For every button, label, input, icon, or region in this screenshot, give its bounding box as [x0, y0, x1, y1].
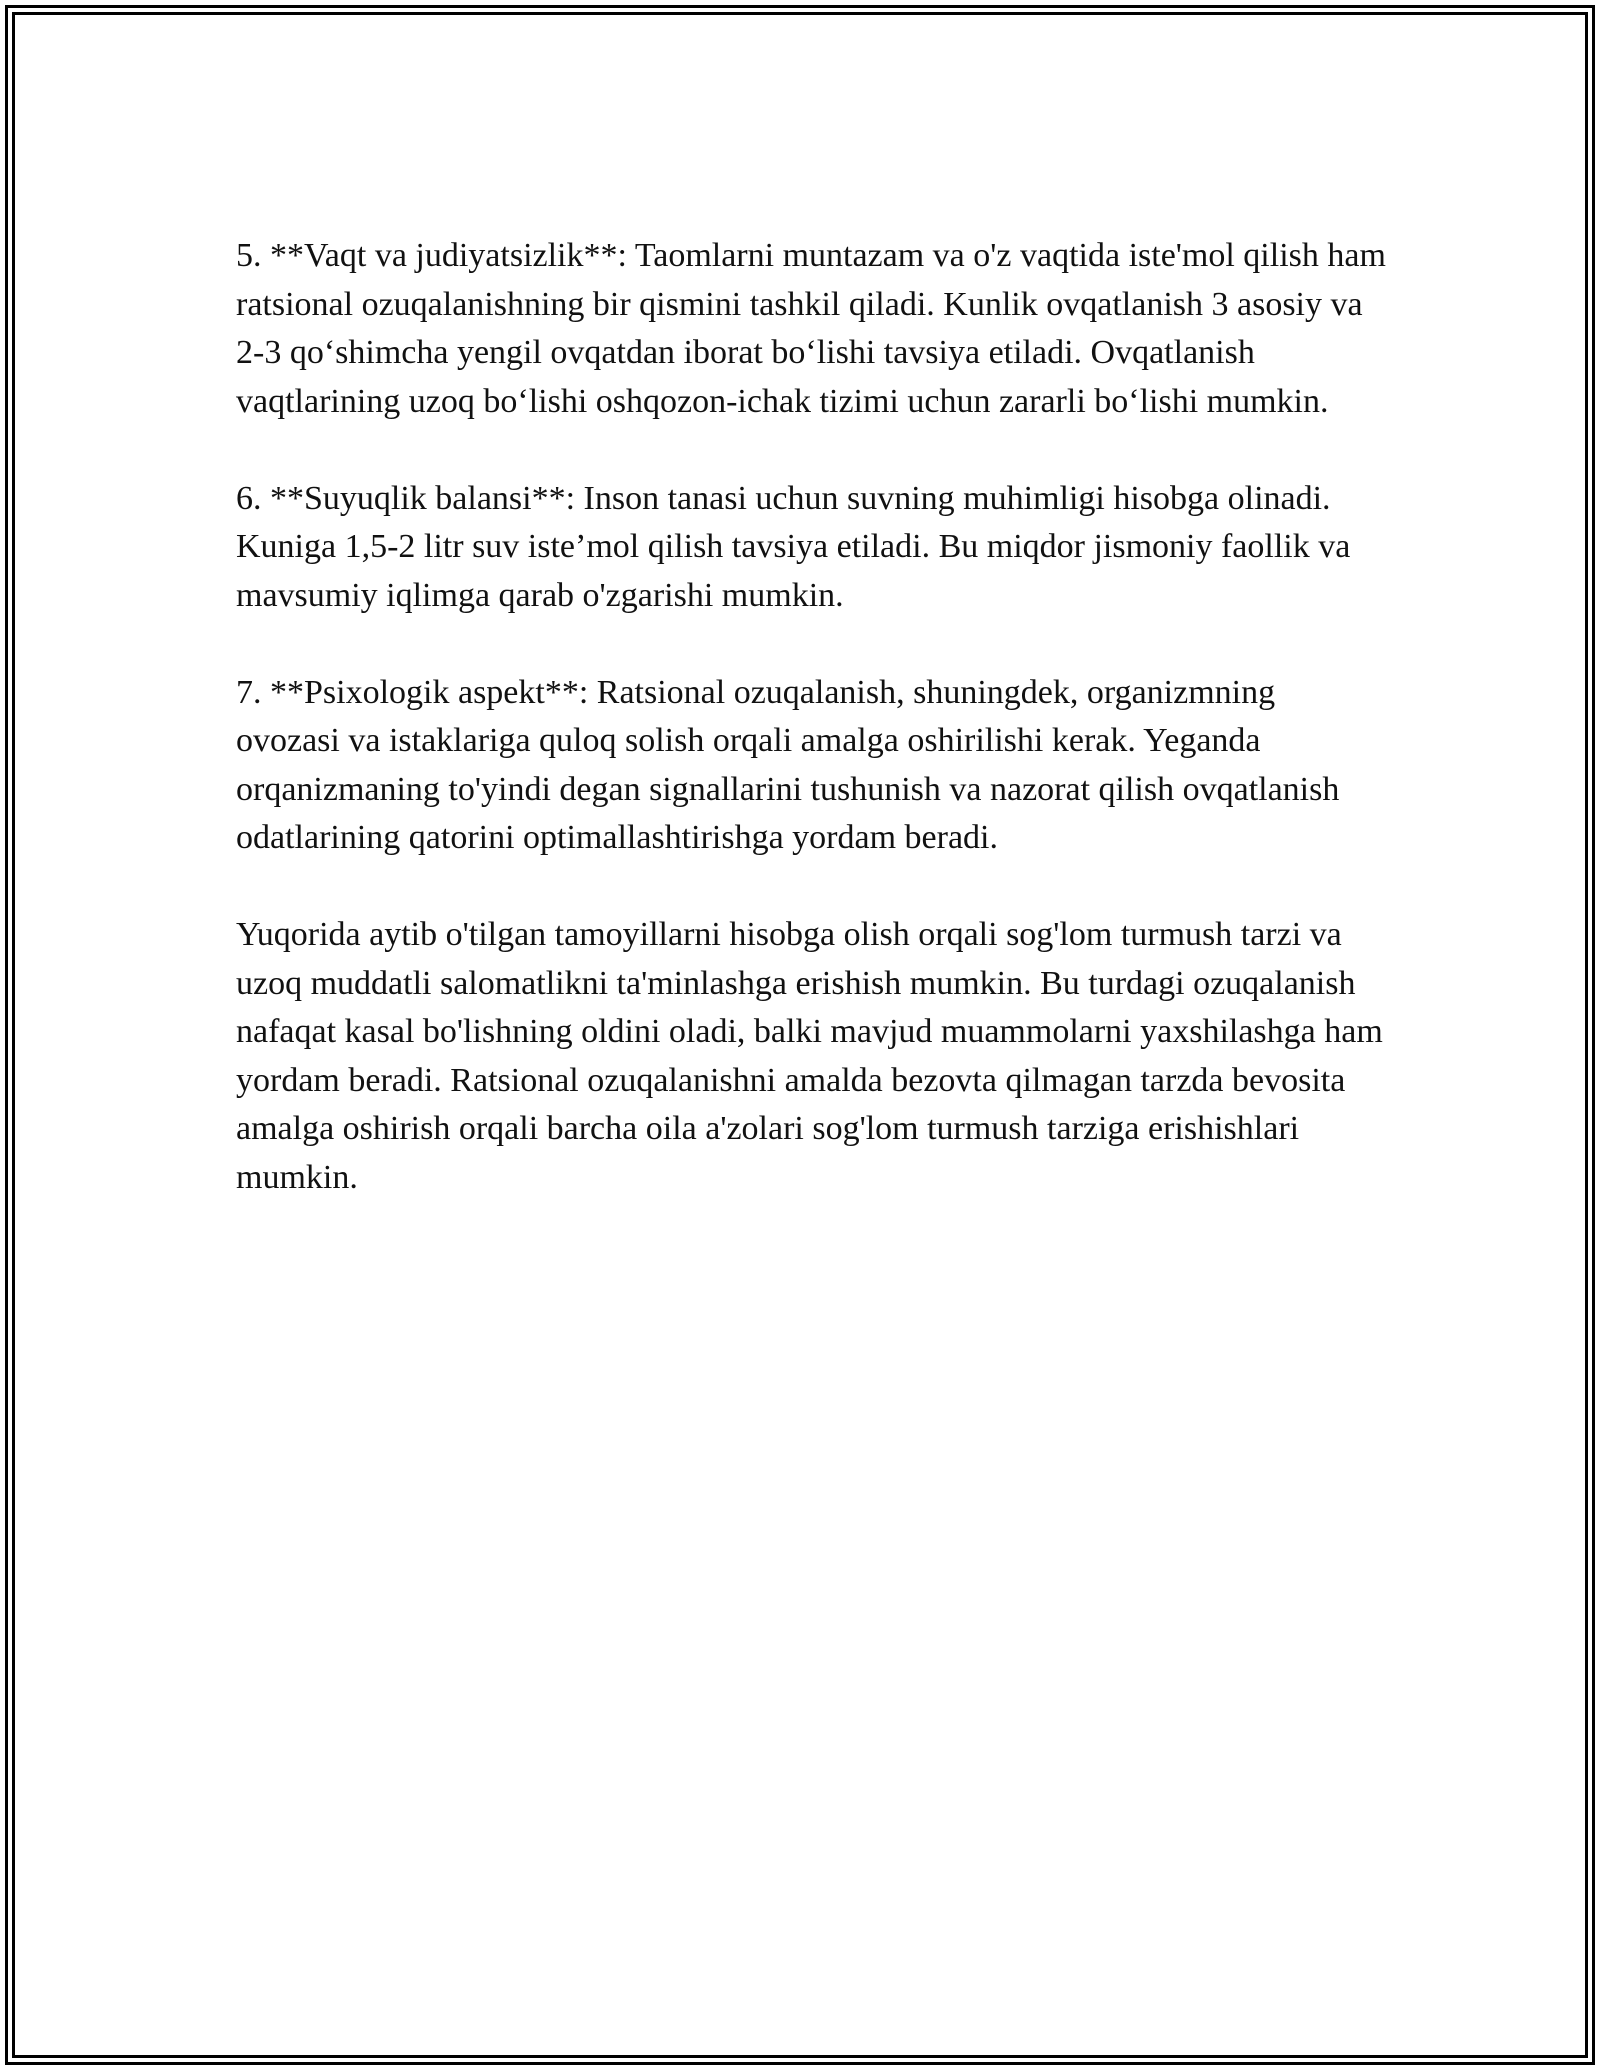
paragraph-fluid-balance: 6. **Suyuqlik balansi**: Inson tanasi uchun suvning muhimligi hisobga olinadi. Kuniga 1,5-2 litr suv iste’mol qilish tavsiya etiladi. Bu miqdor jismoniy faollik va mavsumiy iqlimga qarab o'zgarishi mumkin. — [236, 479, 1351, 614]
paragraph-meal-timing: 5. **Vaqt va judiyatsizlik**: Taomlarni muntazam va o'z vaqtida iste'mol qilish ham ratsional ozuqalanishning bir qismini tashkil qiladi. Kunlik ovqatlanish 3 asosiy va 2-3 qo‘shimcha yengil ovqatdan iborat bo‘lishi tavsiya etiladi. Ovqatlanish vaqtlarining uzoq bo‘lishi oshqozon-ichak tizimi uchun zararli bo‘lishi mumkin. — [236, 237, 1386, 420]
document-body — [236, 232, 1386, 1251]
paragraph-conclusion: Yuqorida aytib o'tilgan tamoyillarni hisobga olish orqali sog'lom turmush tarzi va uzoq muddatli salomatlikni ta'minlashga erishish mumkin. Bu turdagi ozuqalanish nafaqat kasal bo'lishning oldini oladi, balki mavjud muammolarni yaxshilashga ham yordam beradi. Ratsional ozuqalanishni amalda bezovta qilmagan tarzda bevosita amalga oshirish orqali barcha oila a'zolari sog'lom turmush tarziga erishishlari mumkin. — [236, 916, 1383, 1196]
paragraph-psychological-aspect: 7. **Psixologik aspekt**: Ratsional ozuqalanish, shuningdek, organizmning ovozasi va istaklariga quloq solish orqali amalga oshirilishi kerak. Yeganda orqanizmaning to'yindi degan signallarini tushunish va nazorat qilish ovqatlanish odatlarining qatorini optimallashtirishga yordam beradi. — [236, 673, 1340, 856]
